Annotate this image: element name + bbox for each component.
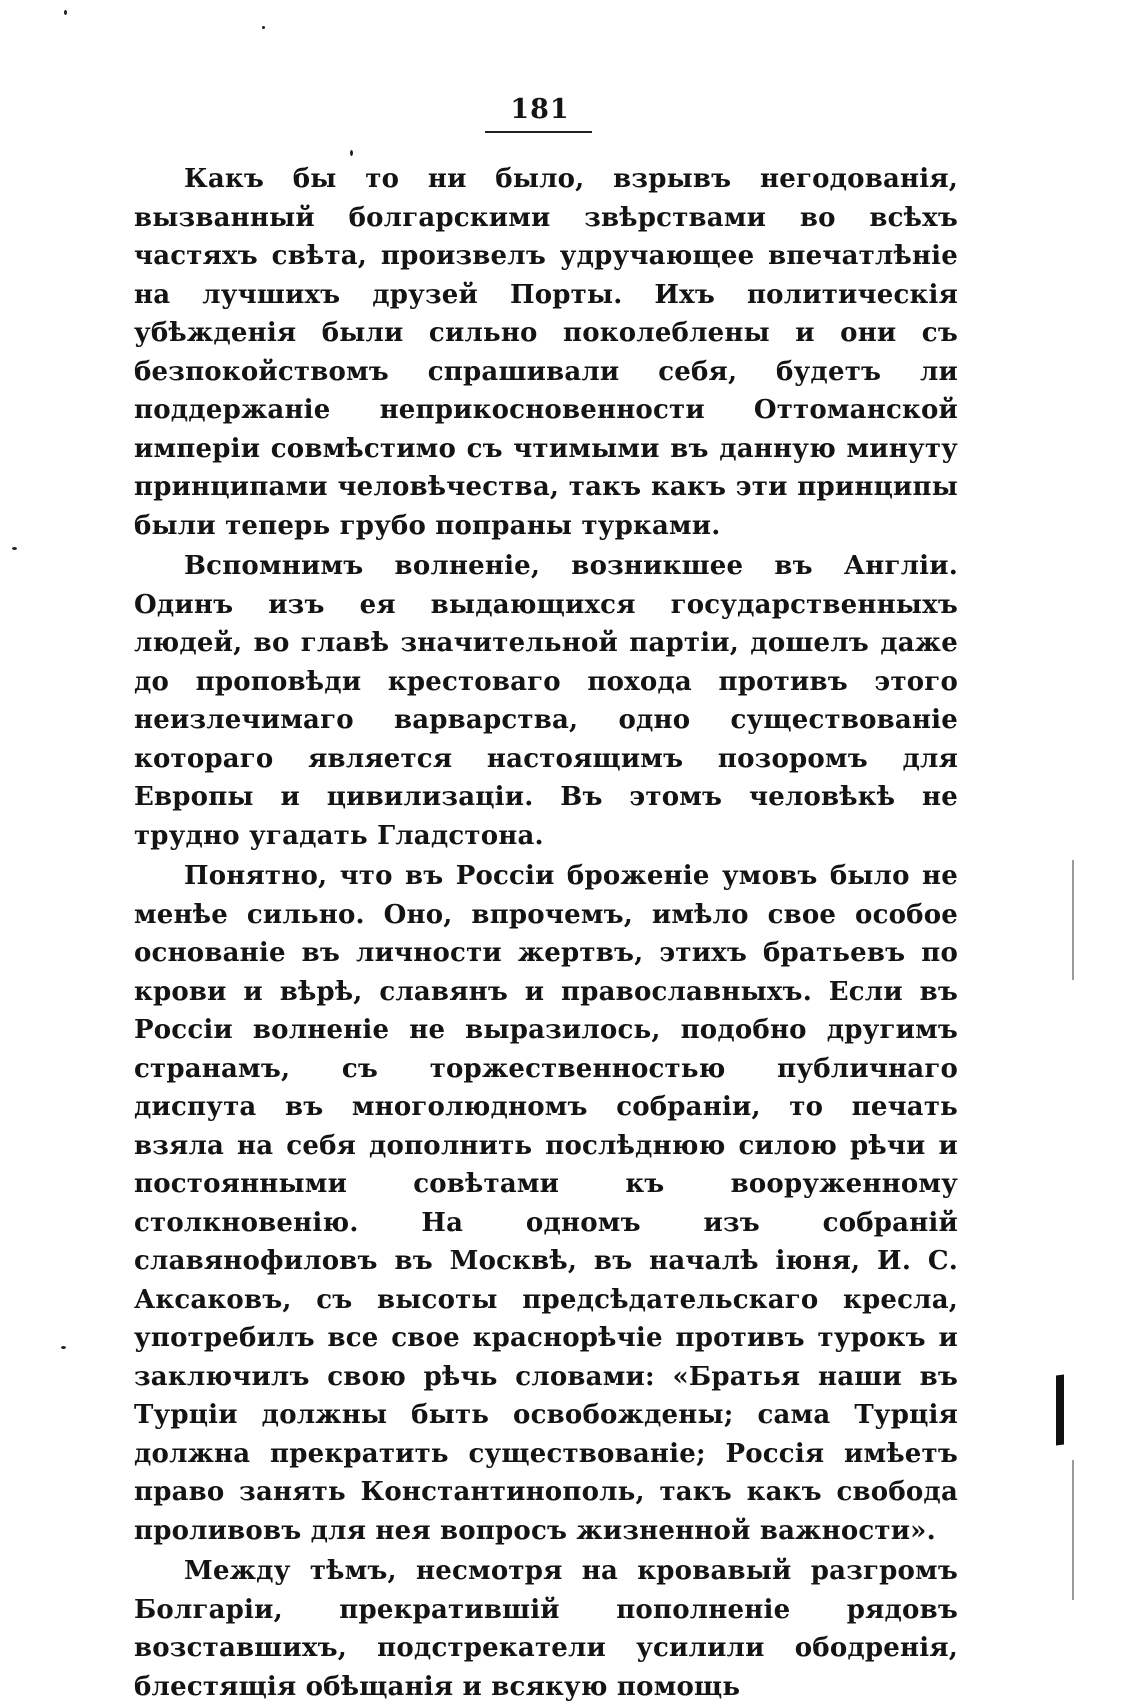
scan-speck (12, 547, 17, 550)
scan-edge-line (1072, 860, 1074, 980)
paragraph-4: Между тѣмъ, несмотря на кровавый разгромъ Болгаріи, прекратившій пополненіе рядовъ возставшихъ, подстрекатели усилили ободренія, блестящія обѣщанія и всякую помощь (134, 1556, 958, 1702)
header-rule (485, 131, 592, 133)
scan-edge-line (1072, 1460, 1074, 1600)
page-number: 181 (510, 94, 570, 125)
scan-speck (64, 10, 67, 15)
scan-speck (262, 26, 265, 29)
scan-edge-mark (1056, 1374, 1064, 1445)
paragraph-2: Вспомнимъ волненіе, возникшее въ Англіи. Одинъ изъ ея выдающихся государственныхъ людей, во главѣ значительной партіи, дошелъ даже до проповѣди крестоваго похода противъ этого неизлечимаго варварства, одно существованіе котораго является настоящимъ позоромъ для Европы и цивилизаціи. Въ этомъ человѣкѣ не трудно угадать Гладстона. (134, 551, 958, 851)
paragraph-3: Понятно, что въ Россіи броженіе умовъ было не менѣе сильно. Оно, впрочемъ, имѣло свое особое основаніе въ личности жертвъ, этихъ братьевъ по крови и вѣрѣ, славянъ и православныхъ. Если въ Россіи волненіе не выразилось, подобно другимъ странамъ, съ торжественностью публичнаго диспута въ многолюдномъ собраніи, то печать взяла на себя дополнить послѣднюю силою рѣчи и постоянными совѣтами къ вооруженному столкновенію. На одномъ изъ собраній славянофиловъ въ Москвѣ, въ началѣ іюня, И. С. Аксаковъ, съ высоты предсѣдательскаго кресла, употребилъ все свое краснорѣчіе противъ турокъ и заключилъ свою рѣчь словами: «Братья наши въ Турціи должны быть освобождены; сама Турція должна прекратить существованіе; Россія имѣетъ право занять Константинополь, такъ какъ свобода проливовъ для нея вопросъ жизненной важности». (134, 861, 958, 1546)
scan-speck (61, 1346, 66, 1349)
body-text (134, 160, 958, 1706)
scan-speck (350, 150, 353, 156)
paragraph-1: Какъ бы то ни было, взрывъ негодованія, вызванный болгарскими звѣрствами во всѣхъ частяхъ свѣта, произвелъ удручающее впечатлѣніе на лучшихъ друзей Порты. Ихъ политическія убѣжденія были сильно поколеблены и они съ безпокойствомъ спрашивали себя, будетъ ли поддержаніе неприкосновенности Оттоманской имперіи совмѣстимо съ чтимыми въ данную минуту принципами человѣчества, такъ какъ эти принципы были теперь грубо попраны турками. (134, 164, 958, 541)
